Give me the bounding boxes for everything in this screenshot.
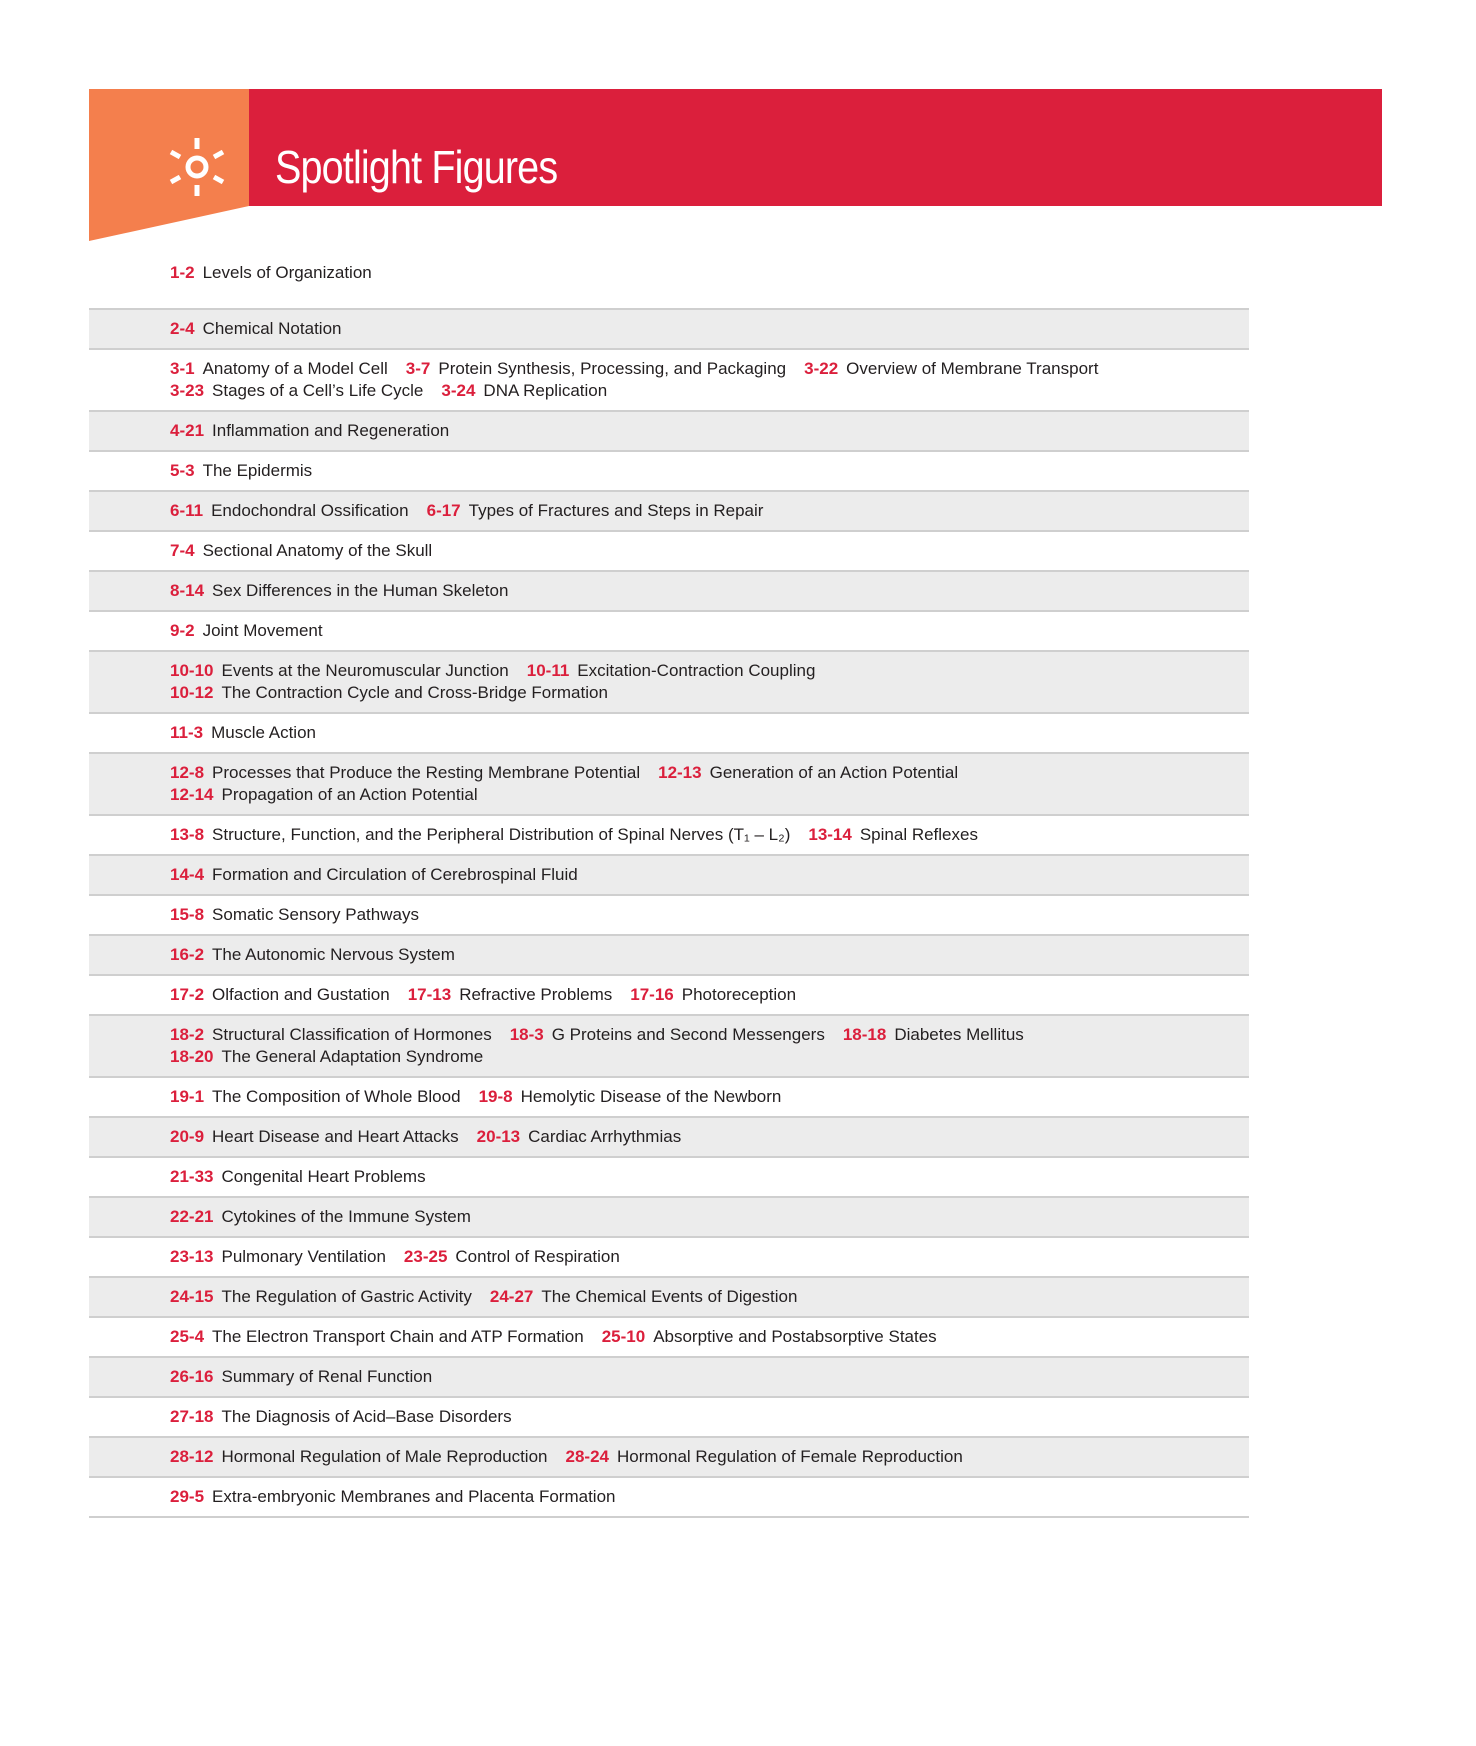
figure-number: 3-22 [804, 359, 839, 378]
figure-number: 17-2 [170, 985, 205, 1004]
list-item [89, 1358, 1249, 1398]
figure-number: 28-12 [170, 1447, 214, 1466]
list-item-line [170, 1046, 1249, 1068]
figure-number: 17-13 [407, 985, 452, 1004]
figure-title: Sex Differences in the Human Skeleton [212, 581, 509, 600]
figure-title: Refractive Problems [459, 985, 613, 1004]
figure-entry [804, 359, 1098, 378]
list-item [89, 1318, 1249, 1358]
figure-number: 12-8 [170, 763, 205, 782]
figure-title: Diabetes Mellitus [894, 1025, 1024, 1044]
figure-title: DNA Replication [483, 381, 608, 400]
figure-title: Overview of Membrane Transport [846, 359, 1099, 378]
figure-entry [170, 785, 478, 804]
figure-title: The Composition of Whole Blood [212, 1087, 461, 1106]
figure-entry [170, 621, 323, 640]
list-item-line [170, 722, 1249, 744]
list-item [89, 412, 1249, 452]
figure-entry [170, 985, 390, 1004]
list-item [89, 714, 1249, 754]
figure-title: Pulmonary Ventilation [221, 1247, 386, 1266]
list-item-line [170, 1406, 1249, 1428]
figure-entry [170, 905, 419, 924]
figure-number: 19-8 [478, 1087, 513, 1106]
list-item [89, 1438, 1249, 1478]
figure-entry [170, 1287, 472, 1306]
figure-title: Hormonal Regulation of Male Reproduction [221, 1447, 548, 1466]
list-item [89, 350, 1249, 412]
figure-number: 27-18 [170, 1407, 214, 1426]
figure-entry [170, 1167, 426, 1186]
figure-number: 6-11 [170, 501, 204, 520]
figure-number: 23-25 [403, 1247, 448, 1266]
figure-number: 18-3 [509, 1025, 544, 1044]
figure-entry [170, 381, 423, 400]
figure-entry [808, 825, 978, 844]
figure-number: 12-14 [170, 785, 214, 804]
figure-number: 28-24 [565, 1447, 609, 1466]
figure-number: 20-13 [476, 1127, 521, 1146]
spotlight-figures-list [89, 250, 1249, 1518]
figure-number: 13-8 [170, 825, 205, 844]
figure-title: Cytokines of the Immune System [221, 1207, 471, 1226]
figure-entry [427, 501, 764, 520]
figure-entry [170, 1447, 548, 1466]
figure-title: Levels of Organization [202, 263, 372, 282]
list-item [89, 1398, 1249, 1438]
list-item [89, 310, 1249, 350]
figure-number: 4-21 [170, 421, 205, 440]
figure-entry [406, 359, 786, 378]
figure-entry [479, 1087, 782, 1106]
list-item [89, 492, 1249, 532]
list-item-line [170, 1366, 1249, 1388]
figure-number: 19-1 [170, 1087, 205, 1106]
figure-entry [527, 661, 816, 680]
figure-title: Generation of an Action Potential [709, 763, 959, 782]
figure-number: 24-27 [489, 1287, 534, 1306]
figure-entry [602, 1327, 937, 1346]
list-item [89, 452, 1249, 492]
figure-entry [441, 381, 607, 400]
figure-title: Heart Disease and Heart Attacks [212, 1127, 459, 1146]
figure-title: Formation and Circulation of Cerebrospinal Fluid [212, 865, 578, 884]
figure-title: Olfaction and Gustation [212, 985, 390, 1004]
figure-entry [170, 541, 432, 560]
figure-entry [170, 683, 608, 702]
list-item [89, 572, 1249, 612]
figure-number: 2-4 [170, 319, 195, 338]
figure-entry [843, 1025, 1024, 1044]
list-item [89, 816, 1249, 856]
figure-entry [170, 763, 640, 782]
figure-number: 18-20 [170, 1047, 214, 1066]
figure-entry [170, 421, 449, 440]
list-item-line [170, 620, 1249, 642]
figure-title: Protein Synthesis, Processing, and Packaging [438, 359, 787, 378]
list-item-line [170, 762, 1249, 784]
figure-entry [170, 661, 509, 680]
figure-title: The General Adaptation Syndrome [221, 1047, 484, 1066]
figure-title: Hemolytic Disease of the Newborn [520, 1087, 782, 1106]
figure-number: 3-24 [441, 381, 476, 400]
list-item-line [170, 1024, 1249, 1046]
list-item [89, 856, 1249, 896]
list-item-line [170, 380, 1249, 402]
figure-title: Joint Movement [202, 621, 323, 640]
list-item-line [170, 1326, 1249, 1348]
list-item [89, 1278, 1249, 1318]
list-item-line [170, 358, 1249, 380]
list-item-line [170, 864, 1249, 886]
figure-number: 10-12 [170, 683, 214, 702]
figure-number: 3-1 [170, 359, 195, 378]
list-item [89, 976, 1249, 1016]
figure-entry [170, 263, 372, 282]
figure-entry [490, 1287, 798, 1306]
figure-title: Types of Fractures and Steps in Repair [468, 501, 764, 520]
figure-entry [170, 461, 312, 480]
list-item-line [170, 984, 1249, 1006]
figure-title: Extra-embryonic Membranes and Placenta Formation [212, 1487, 616, 1506]
figure-entry [170, 825, 790, 844]
figure-entry [566, 1447, 963, 1466]
figure-number: 17-16 [630, 985, 674, 1004]
list-item [89, 936, 1249, 976]
figure-title: Muscle Action [211, 723, 316, 742]
figure-entry [170, 723, 316, 742]
figure-entry [170, 1247, 386, 1266]
figure-entry [658, 763, 958, 782]
list-item-line [170, 1086, 1249, 1108]
figure-entry [170, 1487, 615, 1506]
list-item [89, 612, 1249, 652]
figure-title: Structure, Function, and the Peripheral Distribution of Spinal Nerves (T₁ – L₂) [212, 825, 791, 844]
figure-entry [170, 1207, 471, 1226]
figure-entry [170, 1127, 459, 1146]
figure-number: 5-3 [170, 461, 195, 480]
figure-number: 26-16 [170, 1367, 214, 1386]
list-item [89, 1478, 1249, 1518]
figure-title: Summary of Renal Function [221, 1367, 433, 1386]
list-item [89, 1158, 1249, 1198]
list-item-line [170, 318, 1249, 340]
figure-number: 21-33 [170, 1167, 214, 1186]
list-item-line [170, 262, 1249, 284]
figure-number: 10-10 [170, 661, 214, 680]
figure-number: 6-17 [426, 501, 461, 520]
list-item-line [170, 1286, 1249, 1308]
list-item [89, 1198, 1249, 1238]
figure-number: 18-18 [842, 1025, 887, 1044]
figure-title: The Autonomic Nervous System [212, 945, 455, 964]
figure-title: Inflammation and Regeneration [212, 421, 450, 440]
figure-entry [170, 501, 409, 520]
figure-title: Anatomy of a Model Cell [202, 359, 388, 378]
figure-number: 23-13 [170, 1247, 214, 1266]
figure-title: Spinal Reflexes [859, 825, 978, 844]
figure-entry [170, 359, 388, 378]
list-item-line [170, 1126, 1249, 1148]
list-item [89, 754, 1249, 816]
figure-title: Photoreception [681, 985, 797, 1004]
figure-number: 8-14 [170, 581, 205, 600]
list-item-line [170, 420, 1249, 442]
figure-title: Congenital Heart Problems [221, 1167, 426, 1186]
figure-number: 7-4 [170, 541, 195, 560]
list-item [89, 896, 1249, 936]
figure-entry [630, 985, 796, 1004]
figure-number: 24-15 [170, 1287, 214, 1306]
figure-title: Chemical Notation [202, 319, 342, 338]
figure-entry [170, 1025, 492, 1044]
page-title: Spotlight Figures [275, 141, 558, 193]
list-item [89, 250, 1249, 310]
list-item [89, 1118, 1249, 1158]
figure-number: 13-14 [808, 825, 852, 844]
figure-entry [170, 1087, 461, 1106]
list-item [89, 1016, 1249, 1078]
figure-number: 1-2 [170, 263, 195, 282]
list-item-line [170, 944, 1249, 966]
figure-title: Absorptive and Postabsorptive States [653, 1327, 937, 1346]
figure-title: The Electron Transport Chain and ATP Formation [212, 1327, 584, 1346]
figure-number: 3-23 [170, 381, 205, 400]
list-item-line [170, 1246, 1249, 1268]
list-item-line [170, 1446, 1249, 1468]
figure-entry [170, 945, 455, 964]
figure-title: The Regulation of Gastric Activity [221, 1287, 472, 1306]
figure-entry [408, 985, 613, 1004]
figure-title: Excitation-Contraction Coupling [577, 661, 816, 680]
figure-title: The Contraction Cycle and Cross-Bridge Formation [221, 683, 608, 702]
list-item-line [170, 682, 1249, 704]
figure-entry [510, 1025, 825, 1044]
figure-number: 29-5 [170, 1487, 205, 1506]
figure-entry [170, 1327, 584, 1346]
figure-title: Structural Classification of Hormones [212, 1025, 492, 1044]
figure-number: 16-2 [170, 945, 205, 964]
figure-entry [170, 865, 578, 884]
list-item [89, 652, 1249, 714]
list-item-line [170, 784, 1249, 806]
figure-entry [170, 581, 508, 600]
figure-number: 20-9 [170, 1127, 205, 1146]
figure-title: Sectional Anatomy of the Skull [202, 541, 433, 560]
figure-number: 3-7 [405, 359, 431, 378]
figure-title: Propagation of an Action Potential [221, 785, 478, 804]
list-item-line [170, 580, 1249, 602]
figure-entry [170, 1047, 483, 1066]
figure-title: Stages of a Cell’s Life Cycle [212, 381, 424, 400]
list-item-line [170, 904, 1249, 926]
sun-icon [166, 136, 228, 198]
list-item-line [170, 1206, 1249, 1228]
list-item-line [170, 460, 1249, 482]
list-item-line [170, 660, 1249, 682]
figure-title: G Proteins and Second Messengers [551, 1025, 825, 1044]
list-item [89, 1078, 1249, 1118]
figure-number: 15-8 [170, 905, 205, 924]
figure-number: 25-10 [601, 1327, 646, 1346]
figure-title: The Diagnosis of Acid–Base Disorders [221, 1407, 512, 1426]
list-item-line [170, 540, 1249, 562]
figure-number: 9-2 [170, 621, 195, 640]
figure-title: Endochondral Ossification [211, 501, 409, 520]
figure-title: Events at the Neuromuscular Junction [221, 661, 509, 680]
figure-title: Control of Respiration [455, 1247, 620, 1266]
figure-number: 12-13 [658, 763, 702, 782]
figure-title: Processes that Produce the Resting Membrane Potential [212, 763, 641, 782]
figure-title: Hormonal Regulation of Female Reproduction [616, 1447, 963, 1466]
figure-number: 10-11 [526, 661, 570, 680]
list-item-line [170, 1166, 1249, 1188]
figure-number: 11-3 [170, 723, 204, 742]
figure-title: Somatic Sensory Pathways [212, 905, 419, 924]
list-item [89, 1238, 1249, 1278]
figure-title: Cardiac Arrhythmias [528, 1127, 682, 1146]
figure-entry [170, 1367, 432, 1386]
figure-number: 18-2 [170, 1025, 205, 1044]
figure-number: 14-4 [170, 865, 205, 884]
list-item-line [170, 824, 1249, 846]
figure-entry [477, 1127, 682, 1146]
list-item-line [170, 500, 1249, 522]
list-item [89, 532, 1249, 572]
list-item-line [170, 1486, 1249, 1508]
figure-number: 22-21 [170, 1207, 214, 1226]
figure-entry [170, 319, 341, 338]
figure-number: 25-4 [170, 1327, 205, 1346]
figure-title: The Chemical Events of Digestion [541, 1287, 798, 1306]
figure-entry [404, 1247, 620, 1266]
figure-entry [170, 1407, 512, 1426]
figure-title: The Epidermis [202, 461, 313, 480]
